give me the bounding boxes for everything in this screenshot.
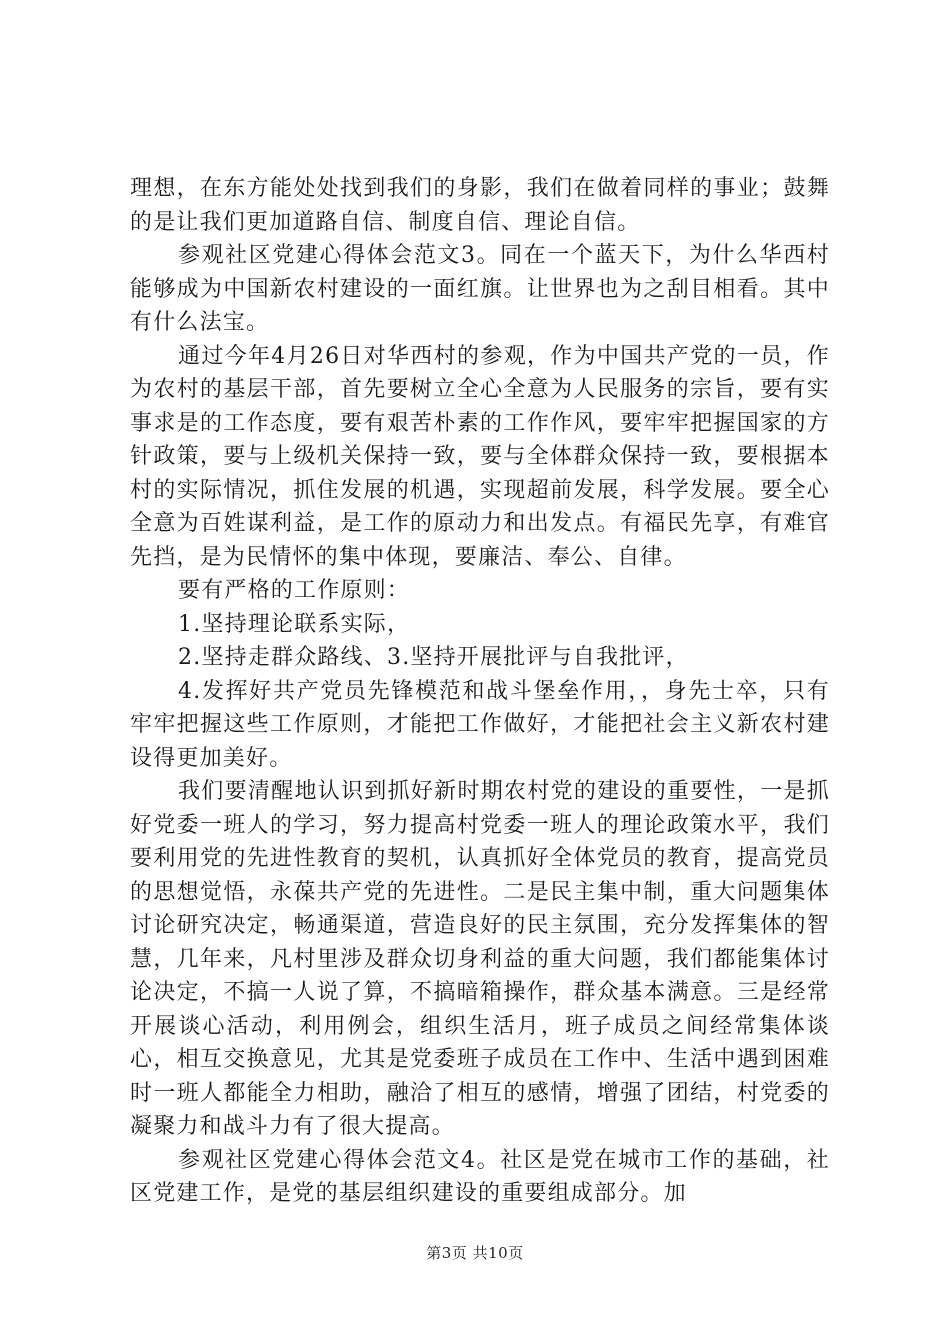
page-number-footer: 第3页 共10页: [426, 1244, 524, 1262]
paragraph-sample-3-intro: 参观社区党建心得体会范文3。同在一个蓝天下，为什么华西村能够成为中国新农村建设的一面红旗。让世界也为之刮目相看。其中有什么法宝。: [130, 243, 830, 335]
list-item-principle-2-3: 2.坚持走群众路线、3.坚持开展批评与自我批评，: [178, 645, 689, 670]
document-body: [130, 172, 830, 1211]
paragraph-party-building: 我们要清醒地认识到抓好新时期农村党的建设的重要性，一是抓好党委一班人的学习，努力提高村党委一班人的理论政策水平，我们要利用党的先进性教育的契机，认真抓好全体党员的教育，提高党员的思想觉悟，永葆共产党的先进性。二是民主集中制，重大问题集体讨论研究决定，畅通渠道，营造良好的民主氛围，充分发挥集体的智慧，几年来，凡村里涉及群众切身利益的重大问题，我们都能集体讨论决定，不搞一人说了算，不搞暗箱操作，群众基本满意。三是经常开展谈心活动，利用例会，组织生活月，班子成员之间经常集体谈心，相互交换意见，尤其是党委班子成员在工作中、生活中遇到困难时一班人都能全力相助，融洽了相互的感情，增强了团结，村党委的凝聚力和战斗力有了很大提高。: [130, 779, 830, 1139]
paragraph-sample-4-intro: 参观社区党建心得体会范文4。社区是党在城市工作的基础，社区党建工作，是党的基层组织建设的重要组成部分。加: [130, 1147, 830, 1206]
paragraph-principles-heading: 要有严格的工作原则：: [178, 578, 411, 603]
list-item-principle-4: 4.发挥好共产党员先锋模范和战斗堡垒作用，，身先士卒，只有牢牢把握这些工作原则，才能把工作做好，才能把社会主义新农村建设得更加美好。: [130, 678, 830, 771]
paragraph-huaxi-visit: 通过今年4月26日对华西村的参观，作为中国共产党的一员，作为农村的基层干部，首先要树立全心全意为人民服务的宗旨，要有实事求是的工作态度，要有艰苦朴素的工作作风，要牢牢把握国家的方针政策，要与上级机关保持一致，要与全体群众保持一致，要根据本村的实际情况，抓住发展的机遇，实现超前发展，科学发展。要全心全意为百姓谋利益，是工作的原动力和出发点。有福民先享，有难官先挡，是为民情怀的集中体现，要廉洁、奉公、自律。: [130, 343, 830, 570]
list-item-principle-1: 1.坚持理论联系实际，: [178, 611, 411, 637]
paragraph-continuation: 理想，在东方能处处找到我们的身影，我们在做着同样的事业；鼓舞的是让我们更加道路自信、制度自信、理论自信。: [130, 176, 830, 235]
